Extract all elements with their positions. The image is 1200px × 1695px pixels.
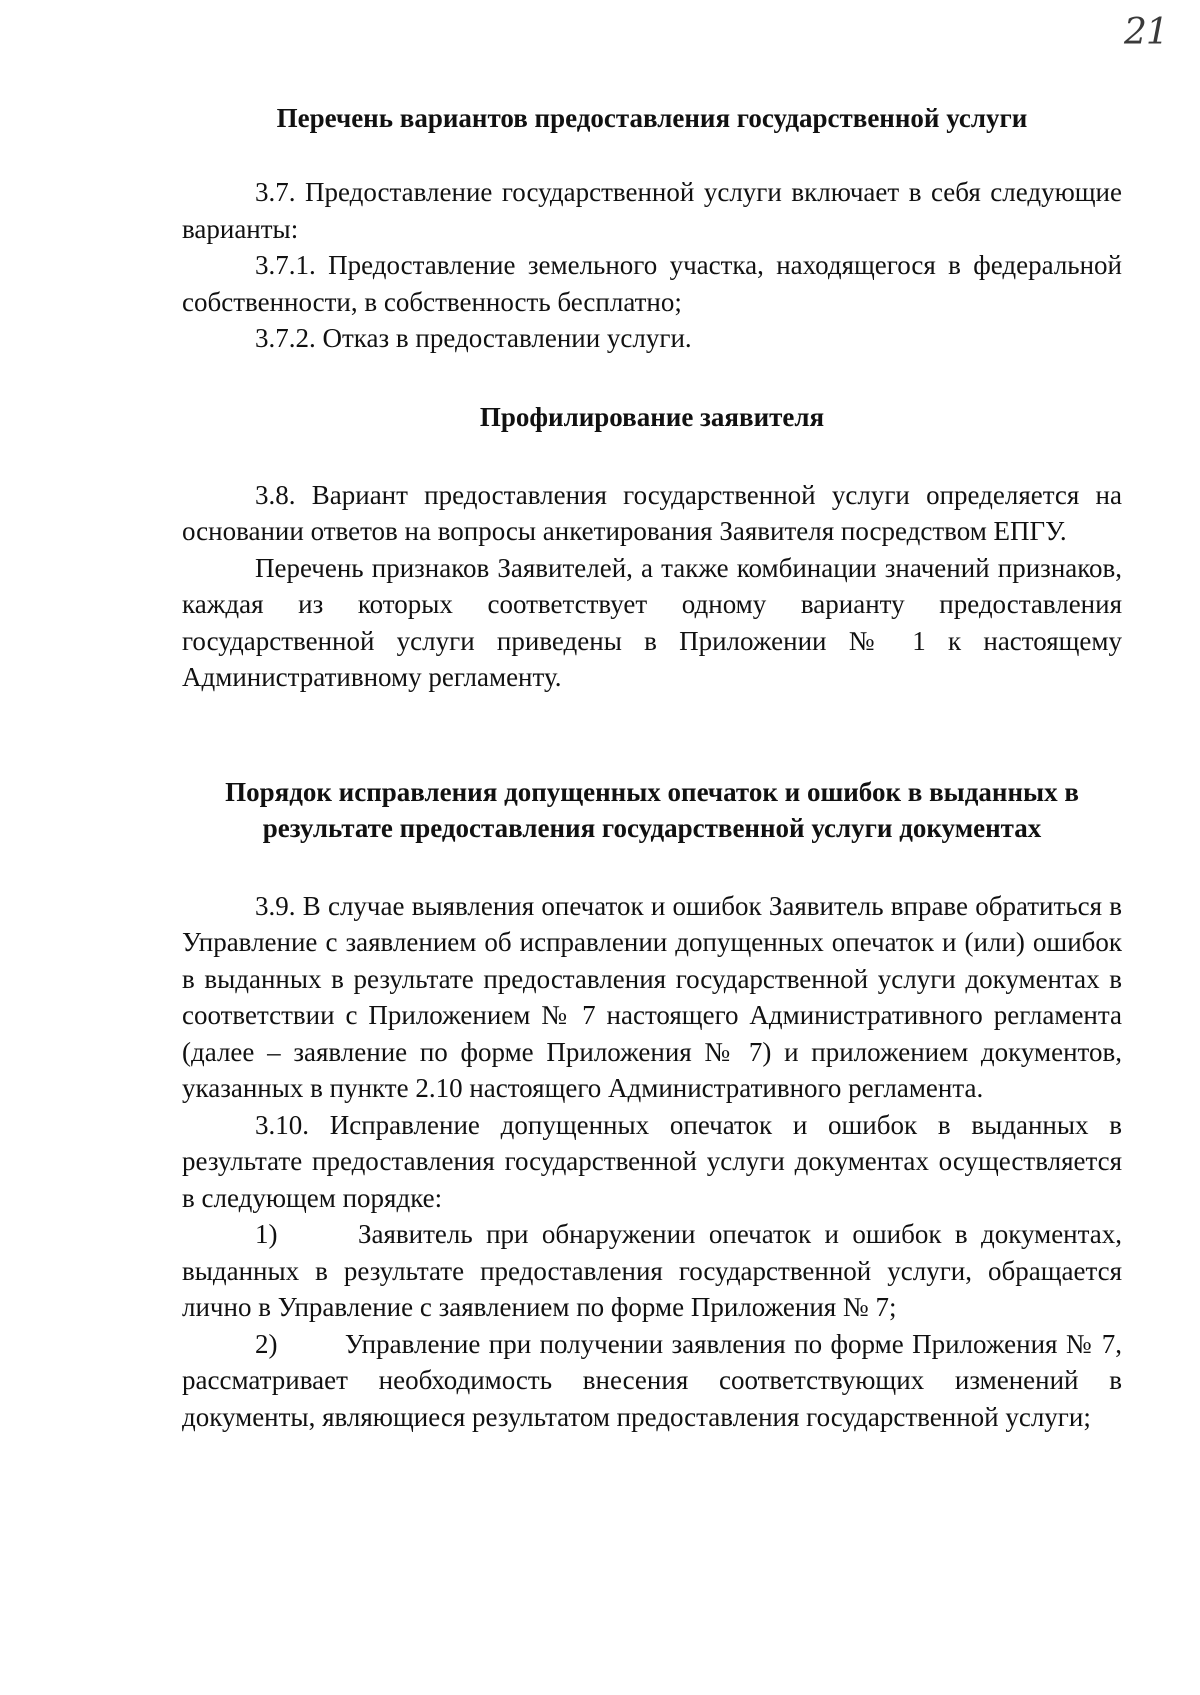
- list-item-2: [182, 1326, 1122, 1436]
- paragraph-3-10: 3.10. Исправление допущенных опечаток и ошибок в выданных в результате предоставления государственной услуги документах осуществляется в следующем порядке:: [182, 1109, 1122, 1213]
- section-title-corrections-line1: Порядок исправления допущенных опечаток и ошибок в выданных в: [225, 776, 1079, 807]
- section-title-profiling: Профилирование заявителя: [479, 401, 825, 432]
- section-title-corrections-line2: результате предоставления государственной услуги документах: [262, 812, 1042, 843]
- section-title-variants: Перечень вариантов предоставления государственной услуги: [276, 103, 1028, 133]
- paragraph-3-8-list: Перечень признаков Заявителей, а также комбинации значений признаков, каждая из которых соответствует одному варианту предоставления государственной услуги приведены в Приложении № 1 к настоящему Административному регламенту.: [182, 552, 1122, 692]
- list-item-1-number: 1): [255, 1219, 278, 1249]
- paragraph-3-7-2: 3.7.2. Отказ в предоставлении услуги.: [255, 323, 692, 353]
- paragraph-3-7: 3.7. Предоставление государственной услуги включает в себя следующие варианты:: [182, 177, 1122, 244]
- list-item-1-text: Заявитель при обнаружении опечаток и ошибок в документах, выданных в результате предоставления государственной услуги, обращается лично в Управление с заявлением по форме Приложения № 7;: [182, 1219, 1122, 1322]
- paragraph-3-7-1: 3.7.1. Предоставление земельного участка, находящегося в федеральной собственности, в собственность бесплатно;: [182, 250, 1122, 317]
- paragraph-3-8: 3.8. Вариант предоставления государственной услуги определяется на основании ответов на вопросы анкетирования Заявителя посредством ЕПГУ.: [182, 479, 1122, 546]
- document-body: [182, 100, 1122, 1435]
- section-title-corrections: [182, 774, 1122, 846]
- paragraph-3-9: 3.9. В случае выявления опечаток и ошибок Заявитель вправе обратиться в Управление с заявлением об исправлении допущенных опечаток и (или) ошибок в выданных в результате предоставления государственной услуги документах в соответствии с Приложением № 7 настоящего Административного регламента (далее – заявление по форме Приложения № 7) и приложением документов, указанных в пункте 2.10 настоящего Административного регламента.: [182, 890, 1122, 1103]
- list-item-2-number: 2): [255, 1328, 278, 1359]
- list-item-1: [182, 1216, 1122, 1326]
- list-item-2-text: Управление при получении заявления по форме Приложения № 7, рассматривает необходимость внесения соответствующих изменений в документы, являющиеся результатом предоставления государственной услуги;: [182, 1328, 1122, 1432]
- handwritten-page-number: 21: [1124, 12, 1168, 53]
